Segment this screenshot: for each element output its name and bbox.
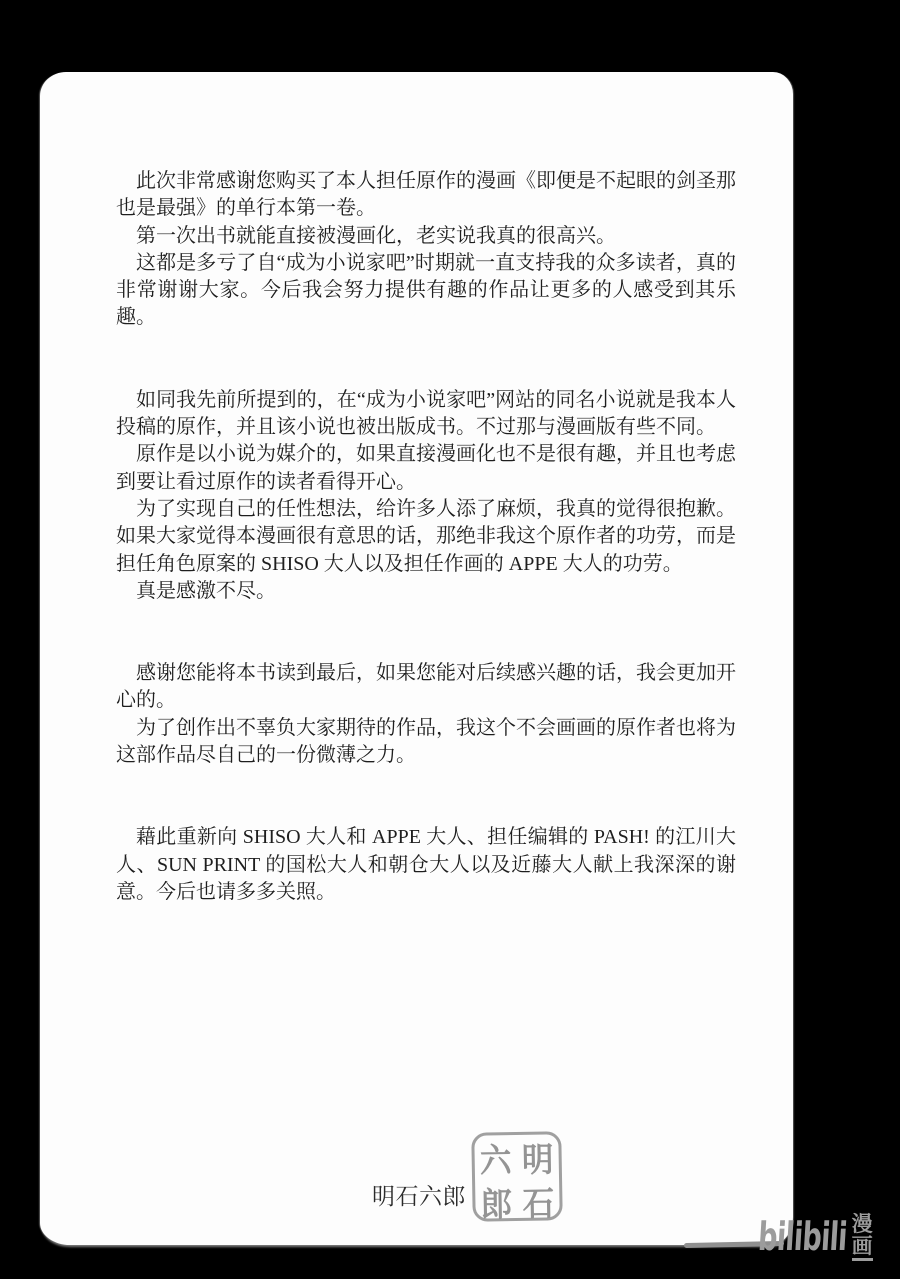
paragraph-group-1 xyxy=(116,168,736,332)
author-seal-stamp xyxy=(471,1131,563,1225)
paragraph-group-4 xyxy=(116,824,736,906)
paragraph-group-2 xyxy=(116,387,736,605)
manga-label-char-top: 漫 xyxy=(851,1212,873,1236)
paragraph: 原作是以小说为媒介的，如果直接漫画化也不是很有趣，并且也考虑到要让看过原作的读者看得开心。 xyxy=(116,443,736,493)
paragraph: 真是感激不尽。 xyxy=(136,579,276,602)
seal-character-bottom-left: 郎 xyxy=(480,1186,513,1225)
seal-character-bottom-right: 石 xyxy=(522,1185,555,1224)
seal-character-top-right: 明 xyxy=(521,1141,554,1180)
paragraph: 此次非常感谢您购买了本人担任原作的漫画《即便是不起眼的剑圣那也是最强》的单行本第一卷。 xyxy=(116,170,736,220)
paragraph: 第一次出书就能直接被漫画化，老实说我真的很高兴。 xyxy=(136,224,616,247)
paragraph-group-3 xyxy=(116,660,736,769)
afterword-text xyxy=(116,168,736,906)
seal-character-top-left: 六 xyxy=(479,1142,512,1181)
bilibili-manga-watermark xyxy=(757,1213,873,1261)
manga-label-char-bottom: 画 xyxy=(851,1234,873,1258)
paragraph: 为了实现自己的任性想法，给许多人添了麻烦，我真的觉得很抱歉。如果大家觉得本漫画很有意思的话，那绝非我这个原作者的功劳，而是担任角色原案的 SHISO 大人以及担任作画的 APPE 大人的功劳。 xyxy=(116,497,736,575)
paper-page xyxy=(40,72,793,1245)
author-signature: 明石六郎 xyxy=(372,1184,466,1209)
paragraph: 藉此重新向 SHISO 大人和 APPE 大人、担任编辑的 PASH! 的江川大人、SUN PRINT 的国松大人和朝仓大人以及近藤大人献上我深深的谢意。今后也请多多关照。 xyxy=(116,826,736,903)
paragraph: 感谢您能将本书读到最后，如果您能对后续感兴趣的话，我会更加开心的。 xyxy=(116,662,736,712)
bilibili-logo: bilibili xyxy=(756,1214,849,1261)
manga-label xyxy=(852,1213,873,1261)
paragraph: 这都是多亏了自“成为小说家吧”时期就一直支持我的众多读者，真的非常谢谢大家。今后我会努力提供有趣的作品让更多的人感受到其乐趣。 xyxy=(116,251,736,329)
paragraph: 如同我先前所提到的，在“成为小说家吧”网站的同名小说就是我本人投稿的原作，并且该小说也被出版成书。不过那与漫画版有些不同。 xyxy=(116,388,736,439)
paragraph: 为了创作出不辜负大家期待的作品，我这个不会画画的原作者也将为这部作品尽自己的一份微薄之力。 xyxy=(116,716,736,767)
